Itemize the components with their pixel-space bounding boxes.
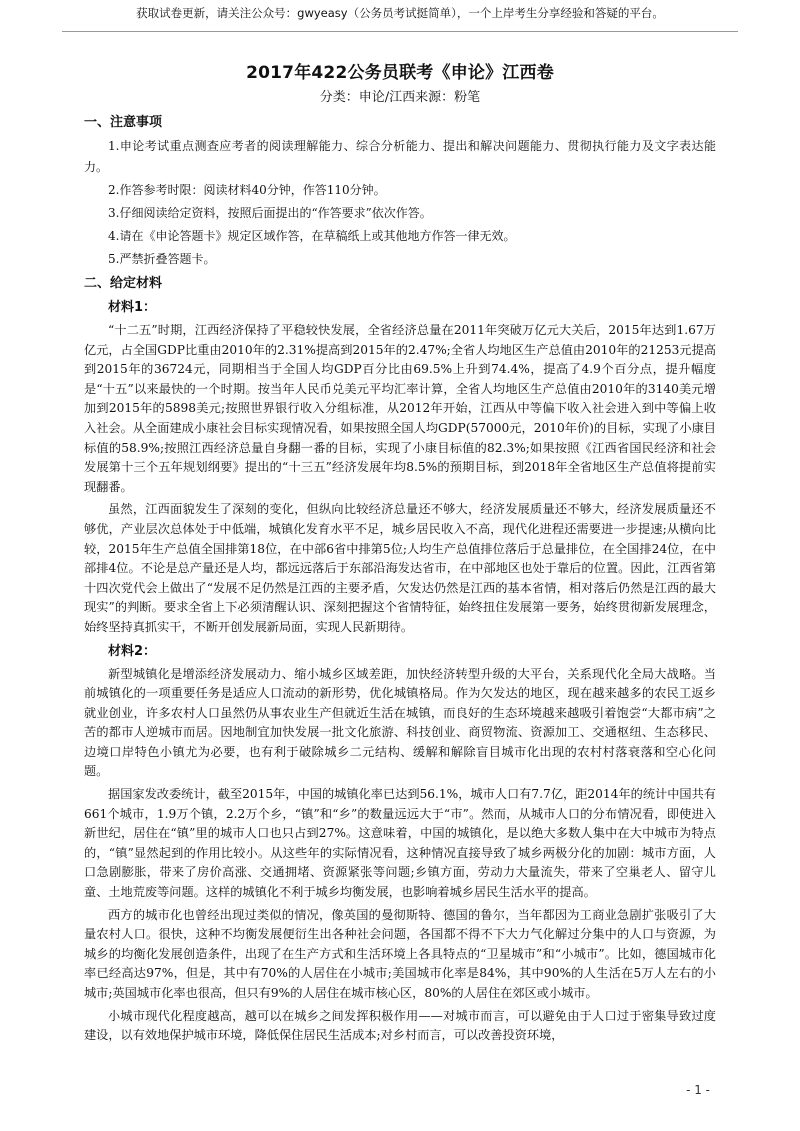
material-1-label: 材料1： (108, 300, 157, 315)
material-1-paragraph: 虽然，江西面貌发生了深刻的变化，但纵向比较经济总量还不够大，经济发展质量还不够大，经济发展质量还不够优，产业层次总体处于中低端，城镇化发育水平不足，城乡居民收入不高，现代化进程还需要进一步提速;从横向比较，2015年生产总值全国排第18位，在中部6省中排第5位;人均生产总值排位落后于总量排位，在全国排24位，在中部排4位。不论是总产量还是人均，都远远落后于东部沿海发达省市，在中部地区也处于靠后的位置。因此，江西省第十四次党代会上做出了“发展不足仍然是江西的主要矛盾，欠发达仍然是江西的基本省情，相对落后仍然是江西的最大现实”的判断。要求全省上下必须清醒认识、深刻把握这个省情特征，始终扭住发展第一要务，始终贯彻新发展理念，始终坚持真抓实干，不断开创发展新局面，实现人民新期待。 (84, 502, 716, 634)
page-number: - 1 - (686, 1083, 710, 1097)
material-2-paragraph: 小城市现代化程度越高，越可以在城乡之间发挥积极作用——对城市而言，可以避免由于人口过于密集导致过度建设，以有效地保护城市环境，降低保住居民生活成本;对乡村而言，可以改善投资环境， (84, 1008, 716, 1043)
page-subtitle: 分类：申论/江西来源：粉笔 (319, 90, 481, 105)
note-item: 5.严禁折叠答题卡。 (108, 251, 216, 266)
header-divider (62, 31, 738, 32)
note-item: 3.仔细阅读给定资料，按照后面提出的“作答要求”依次作答。 (108, 205, 432, 220)
material-2-paragraph: 新型城镇化是增添经济发展动力、缩小城乡区域差距，加快经济转型升级的大平台，关系现代化全局大战略。当前城镇化的一项重要任务是适应人口流动的新形势，优化城镇格局。作为欠发达的地区，现在越来越多的农民工返乡就业创业，许多农村人口虽然仍从事农业生产但就近生活在城镇，而良好的生态环境越来越吸引着饱尝“大都市病”之苦的都市人逆城市而居。因地制宜加快发展一批文化旅游、科技创业、商贸物流、资源加工、交通枢纽、生态移民、边境口岸特色小镇尤为必要，也有利于破除城乡二元结构、缓解和解除盲目城市化出现的农村村落衰落和空心化问题。 (84, 666, 716, 779)
promo-header: 获取试卷更新，请关注公众号：gwyeasy（公务员考试挺简单），一个上岸考生分享经验和答疑的平台。 (136, 6, 664, 20)
material-2-paragraph: 据国家发改委统计，截至2015年，中国的城镇化率已达到56.1%，城市人口有7.7亿，距2014年的统计中国共有661个城市，1.9万个镇，2.2万个乡，“镇”和“乡”的数量远远大于“市”。然而，从城市人口的分布情况看，即使进入新世纪，居住在“镇”里的城市人口也只占到27%。这意味着，中国的城镇化，是以绝大多数人集中在大中城市为特点的，“镇”显然起到的作用比较小。从这些年的实际情况看，这种情况直接导致了城乡两极分化的加剧：城市方面，人口急剧膨胀，带来了房价高涨、交通拥堵、资源紧张等问题;乡镇方面，劳动力大量流失，带来了空巢老人、留守儿童、土地荒废等问题。这样的城镇化不利于城乡均衡发展，也影响着城乡居民生活水平的提高。 (84, 787, 716, 900)
material-2-paragraph: 西方的城市化也曾经出现过类似的情况，像英国的曼彻斯特、德国的鲁尔，当年都因为工商业急剧扩张吸引了大量农村人口。很快，这种不均衡发展便衍生出各种社会问题，各国都不得不下大力气化解过分集中的人口与资源，为城乡的均衡化发展创造条件，出现了在生产方式和生活环境上各具特点的“卫星城市”和“小城市”。比如，德国城市化率已经高达97%，但是，其中有70%的人居住在小城市;美国城市化率是84%，其中90%的人生活在5万人左右的小城市;英国城市化率也很高，但只有9%的人居住在城市核心区，80%的人居住在郊区或小城市。 (84, 907, 716, 1000)
note-item: 2.作答参考时限：阅读材料40分钟，作答110分钟。 (108, 182, 386, 197)
section-heading-notes: 一、注意事项 (84, 115, 163, 130)
material-2-label: 材料2： (108, 643, 157, 659)
note-item: 4.请在《申论答题卡》规定区域作答，在草稿纸上或其他地方作答一律无效。 (108, 228, 516, 243)
note-item: 1.申论考试重点测查应考者的阅读理解能力、综合分析能力、提出和解决问题能力、贯彻执行能力及文字表达能力。 (84, 139, 716, 174)
page-title: 2017年422公务员联考《申论》江西卷 (246, 63, 554, 83)
document-body (84, 60, 716, 1049)
material-1-paragraph: “十二五”时期，江西经济保持了平稳较快发展，全省经济总量在2011年突破万亿元大关后，2015年达到1.67万亿元，占全国GDP比重由2010年的2.31%提高到2015年的2.47%;全省人均地区生产总值由2010年的21253元提高到2015年的36724元，同期相当于全国人均GDP百分比由69.5%上升到74.4%，提高了4.9个百分点，提升幅度是“十五”以来最快的一个时期。按当年人民币兑美元平均汇率计算，全省人均地区生产总值由2010年的3140美元增加到2015年的5898美元;按照世界银行收入分组标准，从2012年开始，江西从中等偏下收入社会进入到中等偏上收入社会。从全面建成小康社会目标实现情况看，如果按照全国人均GDP(57000元，2010年价)的目标，实现了小康目标值的58.9%;按照江西经济总量自身翻一番的目标，实现了小康目标值的82.3%;如果按照《江西省国民经济和社会发展第十三个五年规划纲要》提出的“十三五”经济发展年均8.5%的预期目标，到2018年全省地区生产总值将提前实现翻番。 (84, 323, 716, 494)
section-heading-materials: 二、给定材料 (84, 276, 163, 291)
